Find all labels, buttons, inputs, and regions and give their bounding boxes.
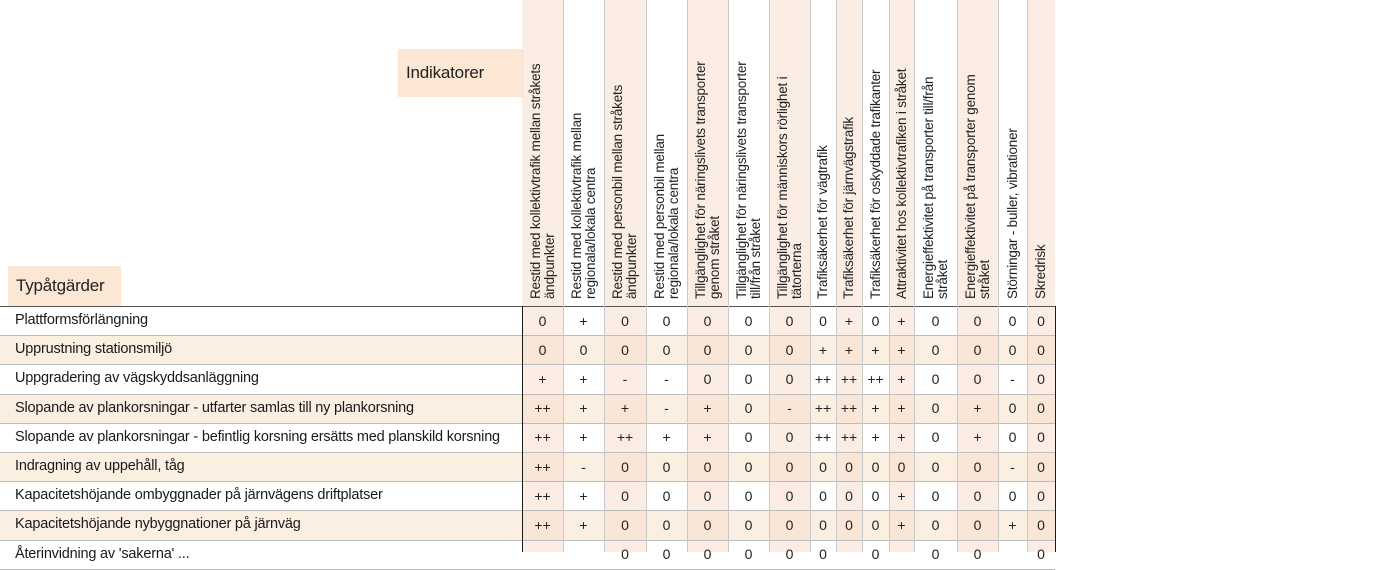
measures-label: Typåtgärder <box>16 276 105 295</box>
matrix-cell: 0 <box>871 487 880 504</box>
matrix-cell: 0 <box>1008 429 1017 446</box>
column-header: Restid med kollektivtrafik mellan stråkets ändpunkter <box>527 63 557 299</box>
matrix-cell: - <box>1010 458 1015 475</box>
matrix-cell: 0 <box>621 341 629 358</box>
matrix-cell: 0 <box>973 546 982 563</box>
matrix-cell: 0 <box>973 458 982 475</box>
matrix-cell: 0 <box>662 458 671 475</box>
matrix-cell: 0 <box>871 546 880 563</box>
matrix-cell: - <box>664 400 669 417</box>
column-header: Energieffektivitet på transporter genom stråket <box>962 74 992 299</box>
matrix-cell: ++ <box>534 400 551 417</box>
matrix-cell: 0 <box>871 312 880 329</box>
matrix-cell <box>836 540 862 569</box>
matrix-cell: 0 <box>931 341 940 358</box>
matrix-cell: ++ <box>814 429 832 446</box>
matrix-cell <box>522 540 563 569</box>
matrix-cell: + <box>538 370 547 387</box>
measures-header <box>8 266 121 306</box>
matrix-cell: 0 <box>744 429 753 446</box>
matrix-cell: 0 <box>785 546 794 563</box>
matrix-cell: + <box>579 487 588 504</box>
column-header: Tillgänglighet för näringslivets transporter till/från stråket <box>733 61 763 299</box>
matrix-cell: 0 <box>785 312 794 329</box>
matrix-cell: 0 <box>538 312 547 329</box>
matrix-cell: + <box>871 400 880 417</box>
column-header: Trafiksäkerhet för vägtrafik <box>815 145 830 299</box>
matrix-cell: 0 <box>1037 516 1045 533</box>
matrix-cell: + <box>662 429 671 446</box>
row-label: Kapacitetshöjande nybyggnationer på järnväg <box>15 516 301 533</box>
matrix-cell: 0 <box>785 458 794 475</box>
column-header: Energieffektivitet på transporter till/från stråket <box>920 76 950 299</box>
matrix-cell: 0 <box>1037 487 1045 504</box>
column-header: Tillgänglighet för näringslivets transporter genom stråket <box>692 61 722 299</box>
column-header: Trafiksäkerhet för oskyddade trafikanter <box>867 69 883 299</box>
column-divider <box>1055 306 1056 552</box>
matrix-cell: 0 <box>744 370 753 387</box>
matrix-cell: - <box>581 458 586 475</box>
matrix-cell: 0 <box>897 458 906 475</box>
matrix-cell: 0 <box>1037 312 1045 329</box>
matrix-cell: - <box>1010 370 1015 387</box>
matrix-cell: 0 <box>621 546 629 563</box>
matrix-cell: 0 <box>931 370 940 387</box>
matrix-cell: 0 <box>662 546 671 563</box>
matrix-cell: ++ <box>814 400 832 417</box>
matrix-cell: 0 <box>931 458 940 475</box>
matrix-cell: ++ <box>616 429 634 446</box>
matrix-cell: 0 <box>1037 546 1045 563</box>
matrix-cell: 0 <box>744 312 753 329</box>
matrix-cell: + <box>844 341 854 358</box>
matrix-cell: 0 <box>1008 312 1017 329</box>
matrix-cell: 0 <box>538 341 547 358</box>
matrix-cell: 0 <box>819 312 827 329</box>
matrix-cell: + <box>897 312 906 329</box>
matrix-cell: 0 <box>662 516 671 533</box>
column-header: Restid med kollektivtrafik mellan regionala/lokala centra <box>568 112 598 299</box>
matrix-cell: + <box>703 400 712 417</box>
matrix-cell: ++ <box>867 370 884 387</box>
matrix-cell: 0 <box>662 341 671 358</box>
indicators-header <box>398 49 523 97</box>
matrix-cell: 0 <box>931 429 940 446</box>
matrix-cell: 0 <box>1037 341 1045 358</box>
matrix-cell: 0 <box>785 487 794 504</box>
matrix-cell: 0 <box>744 487 753 504</box>
column-header: Skredrisk <box>1033 244 1048 299</box>
matrix-cell: 0 <box>973 312 982 329</box>
matrix-cell: 0 <box>621 516 629 533</box>
matrix-cell: 0 <box>845 487 853 504</box>
matrix-cell: 0 <box>819 516 827 533</box>
matrix-cell: 0 <box>931 312 940 329</box>
matrix-cell: 0 <box>621 458 629 475</box>
matrix-cell: ++ <box>840 370 858 387</box>
matrix-cell: 0 <box>1037 370 1045 387</box>
matrix-cell: ++ <box>534 458 551 475</box>
row-label: Upprustning stationsmiljö <box>15 341 172 358</box>
matrix-cell: 0 <box>973 370 982 387</box>
matrix-cell: 0 <box>744 458 753 475</box>
matrix-cell: 0 <box>744 546 753 563</box>
matrix-cell <box>998 540 1027 569</box>
indicators-label: Indikatorer <box>406 63 485 82</box>
column-header: Störningar - buller, vibrationer <box>1004 128 1020 299</box>
matrix-cell: 0 <box>703 516 712 533</box>
matrix-cell: + <box>579 370 588 387</box>
matrix-cell: 0 <box>973 516 982 533</box>
matrix-cell: ++ <box>840 400 858 417</box>
matrix-cell <box>889 540 914 569</box>
matrix-cell: ++ <box>534 516 551 533</box>
row-label: Återinvidning av 'sakerna' ... <box>15 545 190 562</box>
matrix-cell: + <box>620 400 630 417</box>
row-label: Indragning av uppehåll, tåg <box>15 458 185 474</box>
matrix-cell: 0 <box>1008 400 1017 417</box>
matrix-cell: 0 <box>973 341 982 358</box>
matrix-cell: + <box>579 516 588 533</box>
matrix-cell: 0 <box>1037 400 1045 417</box>
row-label: Plattformsförlängning <box>15 312 148 328</box>
matrix-cell: + <box>1008 516 1017 533</box>
matrix-cell: + <box>973 400 982 417</box>
matrix-cell: 0 <box>785 429 794 446</box>
matrix-cell: 0 <box>845 458 853 475</box>
matrix-cell <box>563 540 604 569</box>
matrix-cell: + <box>703 429 712 446</box>
column-header: Trafiksäkerhet för järnvägstrafik <box>841 117 856 299</box>
matrix-cell: 0 <box>703 341 712 358</box>
row-label: Kapacitetshöjande ombyggnader på järnvägens driftplatser <box>15 487 383 504</box>
matrix-cell: + <box>897 487 906 504</box>
matrix-cell: 0 <box>871 458 880 475</box>
matrix-cell: 0 <box>1008 487 1017 504</box>
matrix-cell: 0 <box>744 341 753 358</box>
matrix-cell: - <box>664 370 669 387</box>
matrix-cell: 0 <box>744 400 753 417</box>
matrix-cell: 0 <box>871 516 880 533</box>
matrix-cell: 0 <box>621 487 629 504</box>
column-header: Restid med personbil mellan stråkets ändpunkter <box>610 84 639 299</box>
row-label: Uppgradering av vägskyddsanläggning <box>15 370 259 387</box>
matrix-cell: 0 <box>662 312 671 329</box>
column-header: Attraktivitet hos kollektivtrafiken i stråket <box>893 68 909 299</box>
matrix-cell: ++ <box>534 487 551 504</box>
matrix-cell: + <box>871 429 880 446</box>
matrix-cell: 0 <box>703 487 712 504</box>
matrix-cell: 0 <box>973 487 982 504</box>
matrix-cell: 0 <box>785 516 794 533</box>
matrix-cell: 0 <box>621 312 629 329</box>
matrix-cell: 0 <box>785 370 794 387</box>
matrix-cell: + <box>897 516 906 533</box>
matrix-cell: 0 <box>931 516 940 533</box>
matrix-cell: + <box>871 341 880 358</box>
matrix-cell: + <box>897 400 906 417</box>
matrix-cell: + <box>579 400 588 417</box>
matrix-cell: + <box>579 429 588 446</box>
row-label: Slopande av plankorsningar - befintlig korsning ersätts med planskild korsning <box>15 428 500 445</box>
matrix-cell: 0 <box>785 341 794 358</box>
matrix-cell: ++ <box>814 370 832 387</box>
matrix-cell: + <box>897 370 906 387</box>
matrix-cell: 0 <box>662 487 671 504</box>
matrix-cell: + <box>844 312 854 329</box>
matrix-cell: 0 <box>744 516 753 533</box>
matrix-cell: ++ <box>534 429 551 446</box>
matrix-cell: + <box>818 341 828 358</box>
matrix-cell: 0 <box>703 312 712 329</box>
matrix-cell: 0 <box>819 487 827 504</box>
matrix-cell: 0 <box>931 400 940 417</box>
matrix-cell: 0 <box>703 458 712 475</box>
column-header: Restid med personbil mellan regionala/lokala centra <box>651 134 681 299</box>
matrix-cell: 0 <box>819 546 827 563</box>
matrix-cell: 0 <box>845 516 853 533</box>
matrix-cell: - <box>787 400 792 417</box>
matrix-cell: 0 <box>819 458 827 475</box>
matrix-cell: 0 <box>1037 458 1045 475</box>
matrix-cell: 0 <box>579 341 588 358</box>
matrix-cell: - <box>622 370 628 387</box>
matrix-cell: 0 <box>931 546 940 563</box>
matrix-cell: + <box>579 312 588 329</box>
matrix-cell: 0 <box>1037 429 1045 446</box>
matrix-cell: + <box>897 429 906 446</box>
row-label: Slopande av plankorsningar - utfarter samlas till ny plankorsning <box>15 399 414 416</box>
matrix-cell: 0 <box>703 546 712 563</box>
matrix-cell: 0 <box>931 487 940 504</box>
column-header: Tillgänglighet för människors rörlighet i tätorterna <box>774 76 804 299</box>
matrix-cell: + <box>973 429 982 446</box>
matrix-cell: 0 <box>1008 341 1017 358</box>
matrix-cell: + <box>897 341 906 358</box>
matrix-cell: 0 <box>703 370 712 387</box>
matrix-cell: ++ <box>840 429 858 446</box>
